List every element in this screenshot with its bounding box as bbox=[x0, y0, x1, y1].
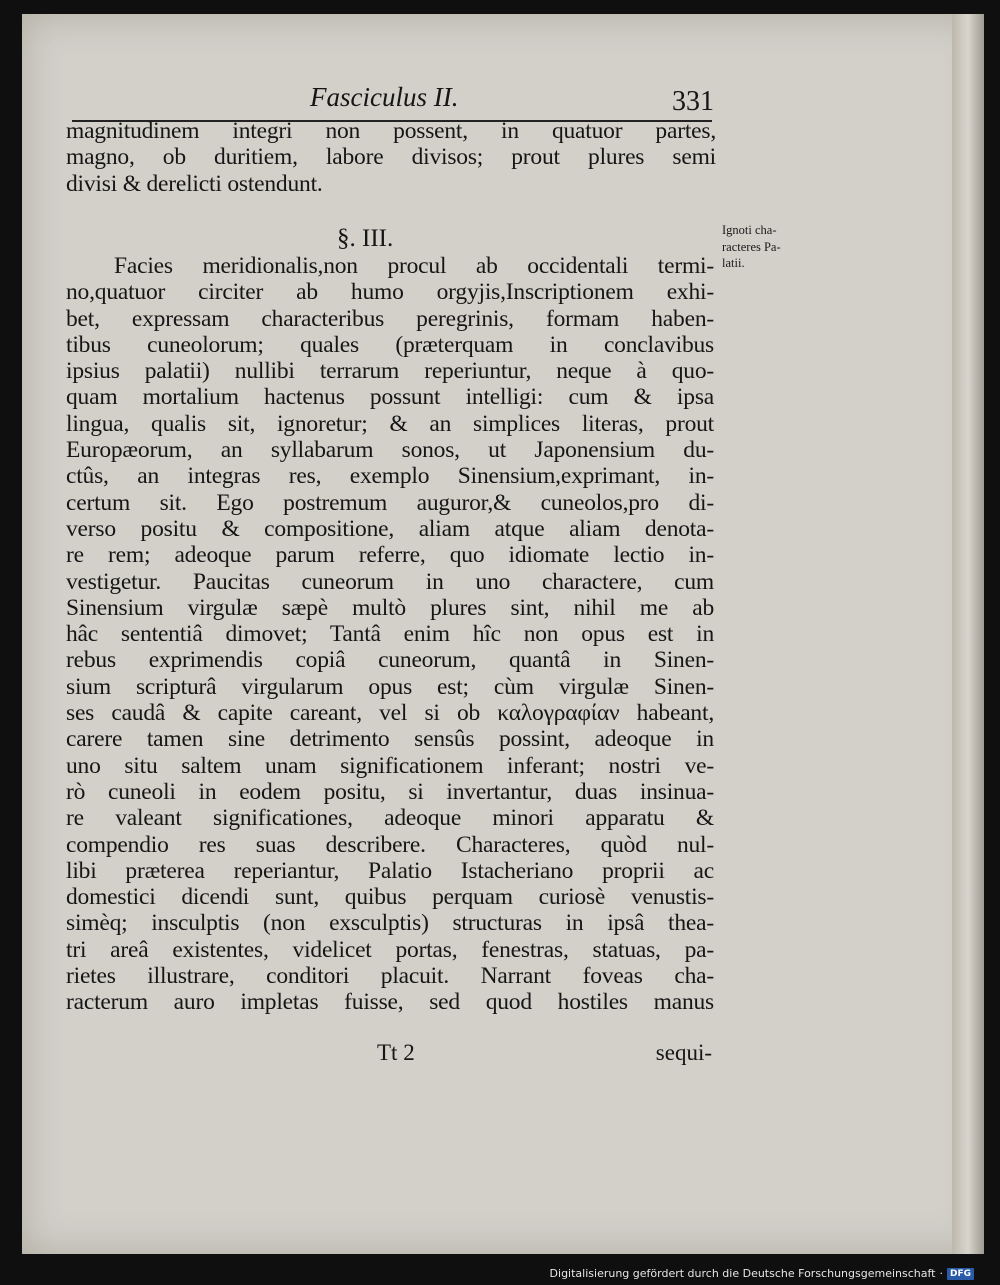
page-header bbox=[72, 80, 712, 122]
catchword: sequi- bbox=[655, 1040, 712, 1065]
text-line: Facies meridionalis,non procul ab occidentali termi- bbox=[114, 253, 714, 279]
digitization-credit bbox=[550, 1267, 974, 1280]
text-line: Europæorum, an syllabarum sonos, ut Japonensium du- bbox=[66, 437, 714, 464]
text-line: certum sit. Ego postremum auguror,& cuneolos,pro di- bbox=[66, 489, 714, 516]
text-line: carere tamen sine detrimento sensûs possint, adeoque in bbox=[66, 726, 714, 753]
text-line: sium scripturâ virgularum opus est; cùm virgulæ Sinen- bbox=[66, 673, 714, 700]
text-line: racterum auro impletas fuisse, sed quod hostiles manus bbox=[66, 989, 714, 1016]
marginal-line: latii. bbox=[722, 256, 745, 270]
body-paragraph bbox=[66, 253, 714, 1016]
text-line: domestici dicendi sunt, quibus perquam curiosè venustis- bbox=[66, 884, 714, 911]
text-line: ipsius palatii) nullibi terrarum reperiuntur, neque à quo- bbox=[66, 358, 714, 385]
text-line: compendio res suas describere. Characteres, quòd nul- bbox=[66, 831, 714, 858]
signature-mark: Tt 2 bbox=[377, 1040, 415, 1065]
text-line: divisi & derelicti ostendunt. bbox=[66, 170, 323, 197]
text-line: libi præterea reperiantur, Palatio Istacheriano proprii ac bbox=[66, 857, 714, 884]
marginal-line: racteres Pa- bbox=[722, 239, 781, 254]
text-line: ctûs, an integras res, exemplo Sinensium,exprimant, in- bbox=[66, 463, 714, 490]
marginal-note bbox=[722, 222, 808, 272]
text-line: rebus exprimendis copiâ cuneorum, quantâ in Sinen- bbox=[66, 647, 714, 674]
text-line: tri areâ existentes, videlicet portas, fenestras, statuas, pa- bbox=[66, 936, 714, 963]
text-line: lingua, qualis sit, ignoretur; & an simplices literas, prout bbox=[66, 410, 714, 437]
text-line: Sinensium virgulæ sæpè multò plures sint, nihil me ab bbox=[66, 594, 714, 621]
text-line: re rem; adeoque parum referre, quo idiomate lectio in- bbox=[66, 542, 714, 569]
page-number: 331 bbox=[672, 86, 714, 117]
credit-separator: · bbox=[939, 1267, 943, 1280]
text-line: rietes illustrare, conditori placuit. Narrant foveas cha- bbox=[66, 963, 714, 990]
section-heading: §. III. bbox=[337, 225, 394, 252]
text-line: magno, ob duritiem, labore divisos; prout plures semi bbox=[66, 144, 716, 171]
text-line: bet, expressam characteribus peregrinis, formam haben- bbox=[66, 305, 714, 332]
text-line: ses caudâ & capite careant, vel si ob καλογραφίαν habeant, bbox=[66, 700, 714, 727]
text-line: re valeant significationes, adeoque minori apparatu & bbox=[66, 805, 714, 832]
running-title: Fasciculus II. bbox=[310, 82, 459, 112]
text-line: verso positu & compositione, aliam atque aliam denota- bbox=[66, 515, 714, 542]
text-line: magnitudinem integri non possent, in quatuor partes, bbox=[66, 118, 716, 144]
opening-paragraph bbox=[66, 118, 716, 197]
page-footer bbox=[72, 1040, 712, 1070]
text-line: quam mortalium hactenus possunt intelligi: cum & ipsa bbox=[66, 384, 714, 411]
dfg-logo-icon: DFG bbox=[947, 1268, 974, 1280]
text-line: rò cuneoli in eodem positu, si invertantur, duas insinua- bbox=[66, 778, 714, 805]
page-edge bbox=[952, 14, 984, 1254]
credit-text: Digitalisierung gefördert durch die Deutsche Forschungsgemeinschaft bbox=[549, 1267, 936, 1280]
text-line: uno situ saltem unam significationem inferant; nostri ve- bbox=[66, 752, 714, 779]
text-line: no,quatuor circiter ab humo orgyjis,Inscriptionem exhi- bbox=[66, 279, 714, 306]
text-line: simèq; insculptis (non exsculptis) structuras in ipsâ thea- bbox=[66, 910, 714, 937]
text-line: vestigetur. Paucitas cuneorum in uno charactere, cum bbox=[66, 568, 714, 595]
text-line: hâc sententiâ dimovet; Tantâ enim hîc non opus est in bbox=[66, 621, 714, 648]
text-line: tibus cuneolorum; quales (præterquam in conclavibus bbox=[66, 331, 714, 358]
marginal-line: Ignoti cha- bbox=[722, 223, 777, 237]
